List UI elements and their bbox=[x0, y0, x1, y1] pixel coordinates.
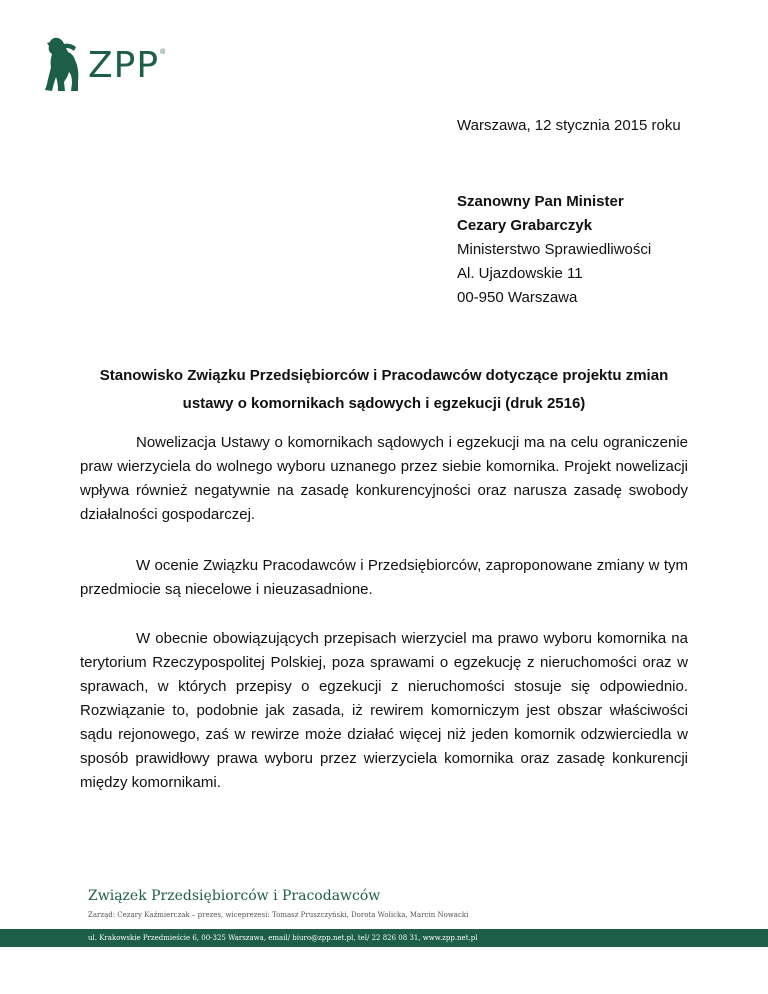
footer-organization: Związek Przedsiębiorców i Pracodawców bbox=[88, 888, 381, 904]
recipient-address bbox=[457, 190, 651, 310]
zpp-logo bbox=[44, 36, 164, 92]
letter-date: Warszawa, 12 stycznia 2015 roku bbox=[457, 117, 681, 134]
body-paragraph-1: Nowelizacja Ustawy o komornikach sądowych i egzekucji ma na celu ograniczenie praw wierzyciela do wolnego wyboru uznanego przez siebie komornika. Projekt nowelizacji wpływa również negatywnie na zasadę konkurencyjności oraz narusza zasadę swobody działalności gospodarczej. bbox=[80, 434, 688, 523]
recipient-salutation: Szanowny Pan Minister bbox=[457, 193, 624, 210]
recipient-street: Al. Ujazdowskie 11 bbox=[457, 265, 583, 282]
footer-contact: ul. Krakowskie Przedmieście 6, 00-325 Warszawa, email/ biuro@zpp.net.pl, tel/ 22 826 08 31, www.zpp.net.pl bbox=[88, 934, 478, 942]
recipient-city: 00-950 Warszawa bbox=[457, 289, 578, 306]
recipient-name: Cezary Grabarczyk bbox=[457, 217, 593, 234]
registered-mark: ® bbox=[160, 49, 166, 56]
bear-icon bbox=[44, 36, 82, 92]
recipient-ministry: Ministerstwo Sprawiedliwości bbox=[457, 241, 652, 258]
footer-contact-bar bbox=[0, 929, 768, 947]
body-paragraph-2: W ocenie Związku Pracodawców i Przedsiębiorców, zaproponowane zmiany w tym przedmiocie są niecelowe i nieuzasadnione. bbox=[80, 557, 688, 598]
footer-board: Zarząd: Cezary Kaźmierczak – prezes, wiceprezesi: Tomasz Pruszczyński, Dorota Wolicka, Marcin Nowacki bbox=[88, 911, 469, 919]
document-title: Stanowisko Związku Przedsiębiorców i Pracodawców dotyczące projektu zmian ustawy o komornikach sądowych i egzekucji (druk 2516) bbox=[99, 367, 669, 412]
logo-text: ZPP bbox=[88, 45, 160, 86]
body-paragraph-3: W obecnie obowiązujących przepisach wierzyciel ma prawo wyboru komornika na terytorium Rzeczypospolitej Polskiej, poza sprawami o egzekucję z nieruchomości oraz w sprawach, w których przepisy o egzekucji z nieruchomości stosuje się odpowiednio. Rozwiązanie to, podobnie jak zasada, iż rewirem komorniczym jest obszar właściwości sądu rejonowego, zaś w rewirze może działać więcej niż jeden komornik odzwierciedla w sposób prawidłowy prawa wyboru przez wierzyciela komornika oraz zasadę konkurencji między komornikami. bbox=[80, 630, 688, 791]
